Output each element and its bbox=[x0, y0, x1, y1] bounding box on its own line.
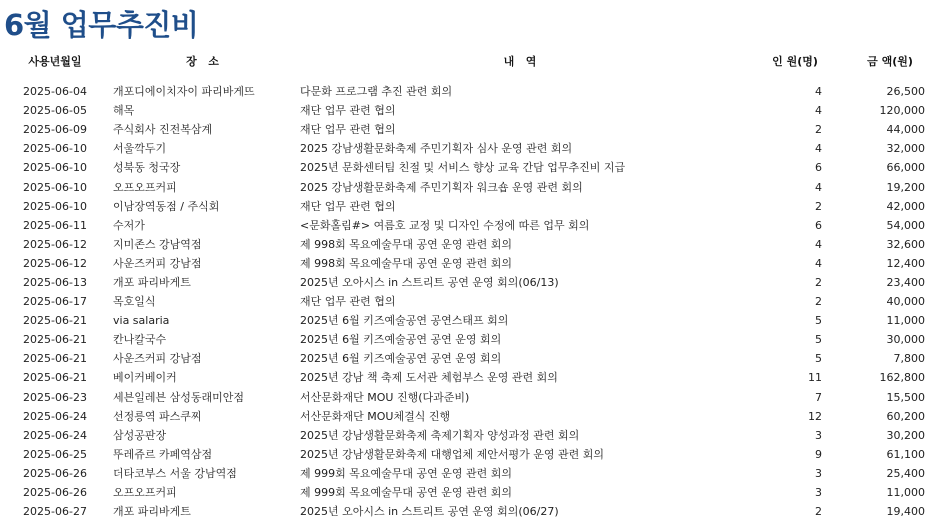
row-date: 2025-06-24 bbox=[23, 428, 87, 442]
column-header-place: 장 소 bbox=[186, 55, 219, 68]
row-date: 2025-06-10 bbox=[23, 180, 87, 194]
row-description: 2025 강남생활문화축제 주민기획자 심사 운영 관련 회의 bbox=[300, 142, 573, 156]
row-description: 제 998회 목요예술무대 공연 운영 관련 회의 bbox=[300, 237, 512, 251]
row-amount: 61,100 bbox=[886, 447, 925, 461]
row-place: 칸나칼국수 bbox=[113, 333, 167, 347]
table-row bbox=[0, 197, 935, 216]
table-row bbox=[0, 216, 935, 235]
row-amount: 15,500 bbox=[886, 390, 925, 404]
row-place: 삼성공판장 bbox=[113, 428, 167, 442]
row-date: 2025-06-05 bbox=[23, 104, 87, 118]
row-place: 뚜레쥬르 카페역삼점 bbox=[113, 447, 213, 461]
row-description: 재단 업무 관련 협의 bbox=[300, 104, 396, 118]
row-date: 2025-06-17 bbox=[23, 295, 87, 309]
row-date: 2025-06-26 bbox=[23, 466, 87, 480]
row-amount: 25,400 bbox=[886, 466, 925, 480]
row-headcount: 12 bbox=[808, 409, 822, 423]
row-headcount: 5 bbox=[815, 352, 822, 366]
row-amount: 30,000 bbox=[886, 333, 925, 347]
row-headcount: 5 bbox=[815, 314, 822, 328]
row-date: 2025-06-23 bbox=[23, 390, 87, 404]
table-body bbox=[0, 73, 935, 521]
row-description: 2025년 강남 책 축제 도서관 체험부스 운영 관련 회의 bbox=[300, 371, 558, 385]
row-headcount: 3 bbox=[815, 486, 822, 500]
row-description: 제 999회 목요예술무대 공연 운영 관련 회의 bbox=[300, 466, 512, 480]
row-date: 2025-06-25 bbox=[23, 447, 87, 461]
table-row bbox=[0, 426, 935, 445]
table-row bbox=[0, 502, 935, 521]
row-headcount: 4 bbox=[815, 142, 822, 156]
row-amount: 44,000 bbox=[886, 123, 925, 137]
row-amount: 40,000 bbox=[886, 295, 925, 309]
row-date: 2025-06-12 bbox=[23, 237, 87, 251]
row-date: 2025-06-21 bbox=[23, 371, 87, 385]
row-amount: 12,400 bbox=[886, 256, 925, 270]
row-description: 2025년 문화센터팀 친절 및 서비스 향상 교육 간담 업무추진비 지급 bbox=[300, 161, 626, 175]
header-row bbox=[0, 49, 935, 73]
row-place: 베이커베이커 bbox=[113, 371, 177, 385]
row-date: 2025-06-13 bbox=[23, 275, 87, 289]
row-place: 선정릉역 파스쿠찌 bbox=[113, 409, 202, 423]
column-header-amount: 금 액(원) bbox=[867, 55, 913, 68]
row-headcount: 3 bbox=[815, 466, 822, 480]
row-headcount: 6 bbox=[815, 161, 822, 175]
row-description: 제 999회 목요예술무대 공연 운영 관련 회의 bbox=[300, 486, 512, 500]
row-description: 재단 업무 관련 협의 bbox=[300, 199, 396, 213]
table-row bbox=[0, 388, 935, 407]
row-headcount: 5 bbox=[815, 333, 822, 347]
row-place: 사운즈커피 강남점 bbox=[113, 352, 202, 366]
row-amount: 30,200 bbox=[886, 428, 925, 442]
row-amount: 11,000 bbox=[886, 486, 925, 500]
row-place: 사운즈커피 강남점 bbox=[113, 256, 202, 270]
row-place: 주식회사 진전복삼계 bbox=[113, 123, 213, 137]
table-row bbox=[0, 311, 935, 330]
row-amount: 11,000 bbox=[886, 314, 925, 328]
row-place: 개포디에이치자이 파리바게뜨 bbox=[113, 85, 255, 99]
row-headcount: 9 bbox=[815, 447, 822, 461]
row-description: 서산문화재단 MOU체결식 진행 bbox=[300, 409, 451, 423]
row-place: 목호일식 bbox=[113, 295, 156, 309]
column-header-date: 사용년월일 bbox=[28, 55, 82, 68]
row-amount: 60,200 bbox=[886, 409, 925, 423]
table-row bbox=[0, 158, 935, 177]
row-date: 2025-06-10 bbox=[23, 142, 87, 156]
row-headcount: 2 bbox=[815, 295, 822, 309]
table-row bbox=[0, 120, 935, 139]
table-row bbox=[0, 139, 935, 158]
row-headcount: 7 bbox=[815, 390, 822, 404]
row-amount: 32,000 bbox=[886, 142, 925, 156]
table-row bbox=[0, 483, 935, 502]
row-headcount: 3 bbox=[815, 428, 822, 442]
row-headcount: 4 bbox=[815, 237, 822, 251]
row-description: 2025년 강남생활문화축제 축제기획자 양성과정 관련 회의 bbox=[300, 428, 580, 442]
row-amount: 66,000 bbox=[886, 161, 925, 175]
row-headcount: 6 bbox=[815, 218, 822, 232]
table-row bbox=[0, 407, 935, 426]
row-place: 서울깍두기 bbox=[113, 142, 167, 156]
row-amount: 19,400 bbox=[886, 505, 925, 519]
row-headcount: 4 bbox=[815, 180, 822, 194]
row-place: 더타코부스 서울 강남역점 bbox=[113, 466, 237, 480]
table-row bbox=[0, 368, 935, 387]
row-description: <문화홀림#> 여름호 교정 및 디자인 수정에 따른 업무 회의 bbox=[300, 218, 590, 232]
row-description: 2025년 강남생활문화축제 대행업체 제안서평가 운영 관련 회의 bbox=[300, 447, 604, 461]
row-amount: 7,800 bbox=[893, 352, 925, 366]
row-amount: 19,200 bbox=[886, 180, 925, 194]
row-date: 2025-06-21 bbox=[23, 333, 87, 347]
row-amount: 54,000 bbox=[886, 218, 925, 232]
row-date: 2025-06-11 bbox=[23, 218, 87, 232]
row-description: 제 998회 목요예술무대 공연 운영 관련 회의 bbox=[300, 256, 512, 270]
row-amount: 120,000 bbox=[879, 104, 925, 118]
row-headcount: 2 bbox=[815, 123, 822, 137]
row-headcount: 11 bbox=[808, 371, 822, 385]
row-place: 개포 파리바게트 bbox=[113, 505, 191, 519]
row-headcount: 2 bbox=[815, 275, 822, 289]
row-place: 지미존스 강남역점 bbox=[113, 237, 202, 251]
row-place: 성북동 청국장 bbox=[113, 161, 181, 175]
column-header-description: 내 역 bbox=[503, 55, 537, 68]
row-description: 다문화 프로그램 추진 관련 회의 bbox=[300, 85, 453, 99]
row-headcount: 4 bbox=[815, 256, 822, 270]
row-date: 2025-06-27 bbox=[23, 505, 87, 519]
row-description: 서산문화재단 MOU 진행(다과준비) bbox=[300, 390, 470, 404]
table-row bbox=[0, 330, 935, 349]
row-headcount: 4 bbox=[815, 85, 822, 99]
row-place: 오프오프커피 bbox=[113, 180, 177, 194]
table-row bbox=[0, 349, 935, 368]
table-row bbox=[0, 254, 935, 273]
table-row bbox=[0, 273, 935, 292]
row-amount: 42,000 bbox=[886, 199, 925, 213]
table-row bbox=[0, 101, 935, 120]
row-date: 2025-06-10 bbox=[23, 161, 87, 175]
row-headcount: 2 bbox=[815, 199, 822, 213]
row-place: 오프오프커피 bbox=[113, 486, 177, 500]
row-description: 2025년 6월 키즈예술공연 공연 운영 회의 bbox=[300, 352, 502, 366]
row-date: 2025-06-21 bbox=[23, 314, 87, 328]
table-row bbox=[0, 82, 935, 101]
row-description: 재단 업무 관련 협의 bbox=[300, 123, 396, 137]
row-date: 2025-06-26 bbox=[23, 486, 87, 500]
row-place: 개포 파리바게트 bbox=[113, 275, 191, 289]
table-row bbox=[0, 292, 935, 311]
row-date: 2025-06-21 bbox=[23, 352, 87, 366]
row-description: 2025년 오아시스 in 스트리트 공연 운영 회의(06/27) bbox=[300, 505, 559, 519]
expense-table bbox=[0, 49, 935, 521]
row-description: 2025년 6월 키즈예술공연 공연스태프 회의 bbox=[300, 314, 509, 328]
table-row bbox=[0, 445, 935, 464]
row-headcount: 2 bbox=[815, 505, 822, 519]
row-place: 이남장역동점 / 주식회 bbox=[113, 199, 220, 213]
row-amount: 162,800 bbox=[879, 371, 925, 385]
row-headcount: 4 bbox=[815, 104, 822, 118]
row-description: 2025 강남생활문화축제 주민기획자 워크숍 운영 관련 회의 bbox=[300, 180, 583, 194]
row-amount: 23,400 bbox=[886, 275, 925, 289]
row-amount: 26,500 bbox=[886, 85, 925, 99]
row-date: 2025-06-24 bbox=[23, 409, 87, 423]
row-place: 해목 bbox=[113, 104, 135, 118]
table-row bbox=[0, 464, 935, 483]
table-row bbox=[0, 177, 935, 196]
column-header-headcount: 인 원(명) bbox=[772, 55, 818, 68]
row-date: 2025-06-04 bbox=[23, 85, 87, 99]
row-description: 재단 업무 관련 협의 bbox=[300, 295, 396, 309]
page-title: 6월 업무추진비 bbox=[4, 8, 199, 42]
row-description: 2025년 오아시스 in 스트리트 공연 운영 회의(06/13) bbox=[300, 275, 559, 289]
row-date: 2025-06-10 bbox=[23, 199, 87, 213]
row-place: 세븐일레븐 삼성동래미안점 bbox=[113, 390, 245, 404]
row-place: via salaria bbox=[113, 314, 170, 328]
row-date: 2025-06-12 bbox=[23, 256, 87, 270]
row-amount: 32,600 bbox=[886, 237, 925, 251]
row-description: 2025년 6월 키즈예술공연 공연 운영 회의 bbox=[300, 333, 502, 347]
row-place: 수저가 bbox=[113, 218, 145, 232]
row-date: 2025-06-09 bbox=[23, 123, 87, 137]
table-row bbox=[0, 235, 935, 254]
